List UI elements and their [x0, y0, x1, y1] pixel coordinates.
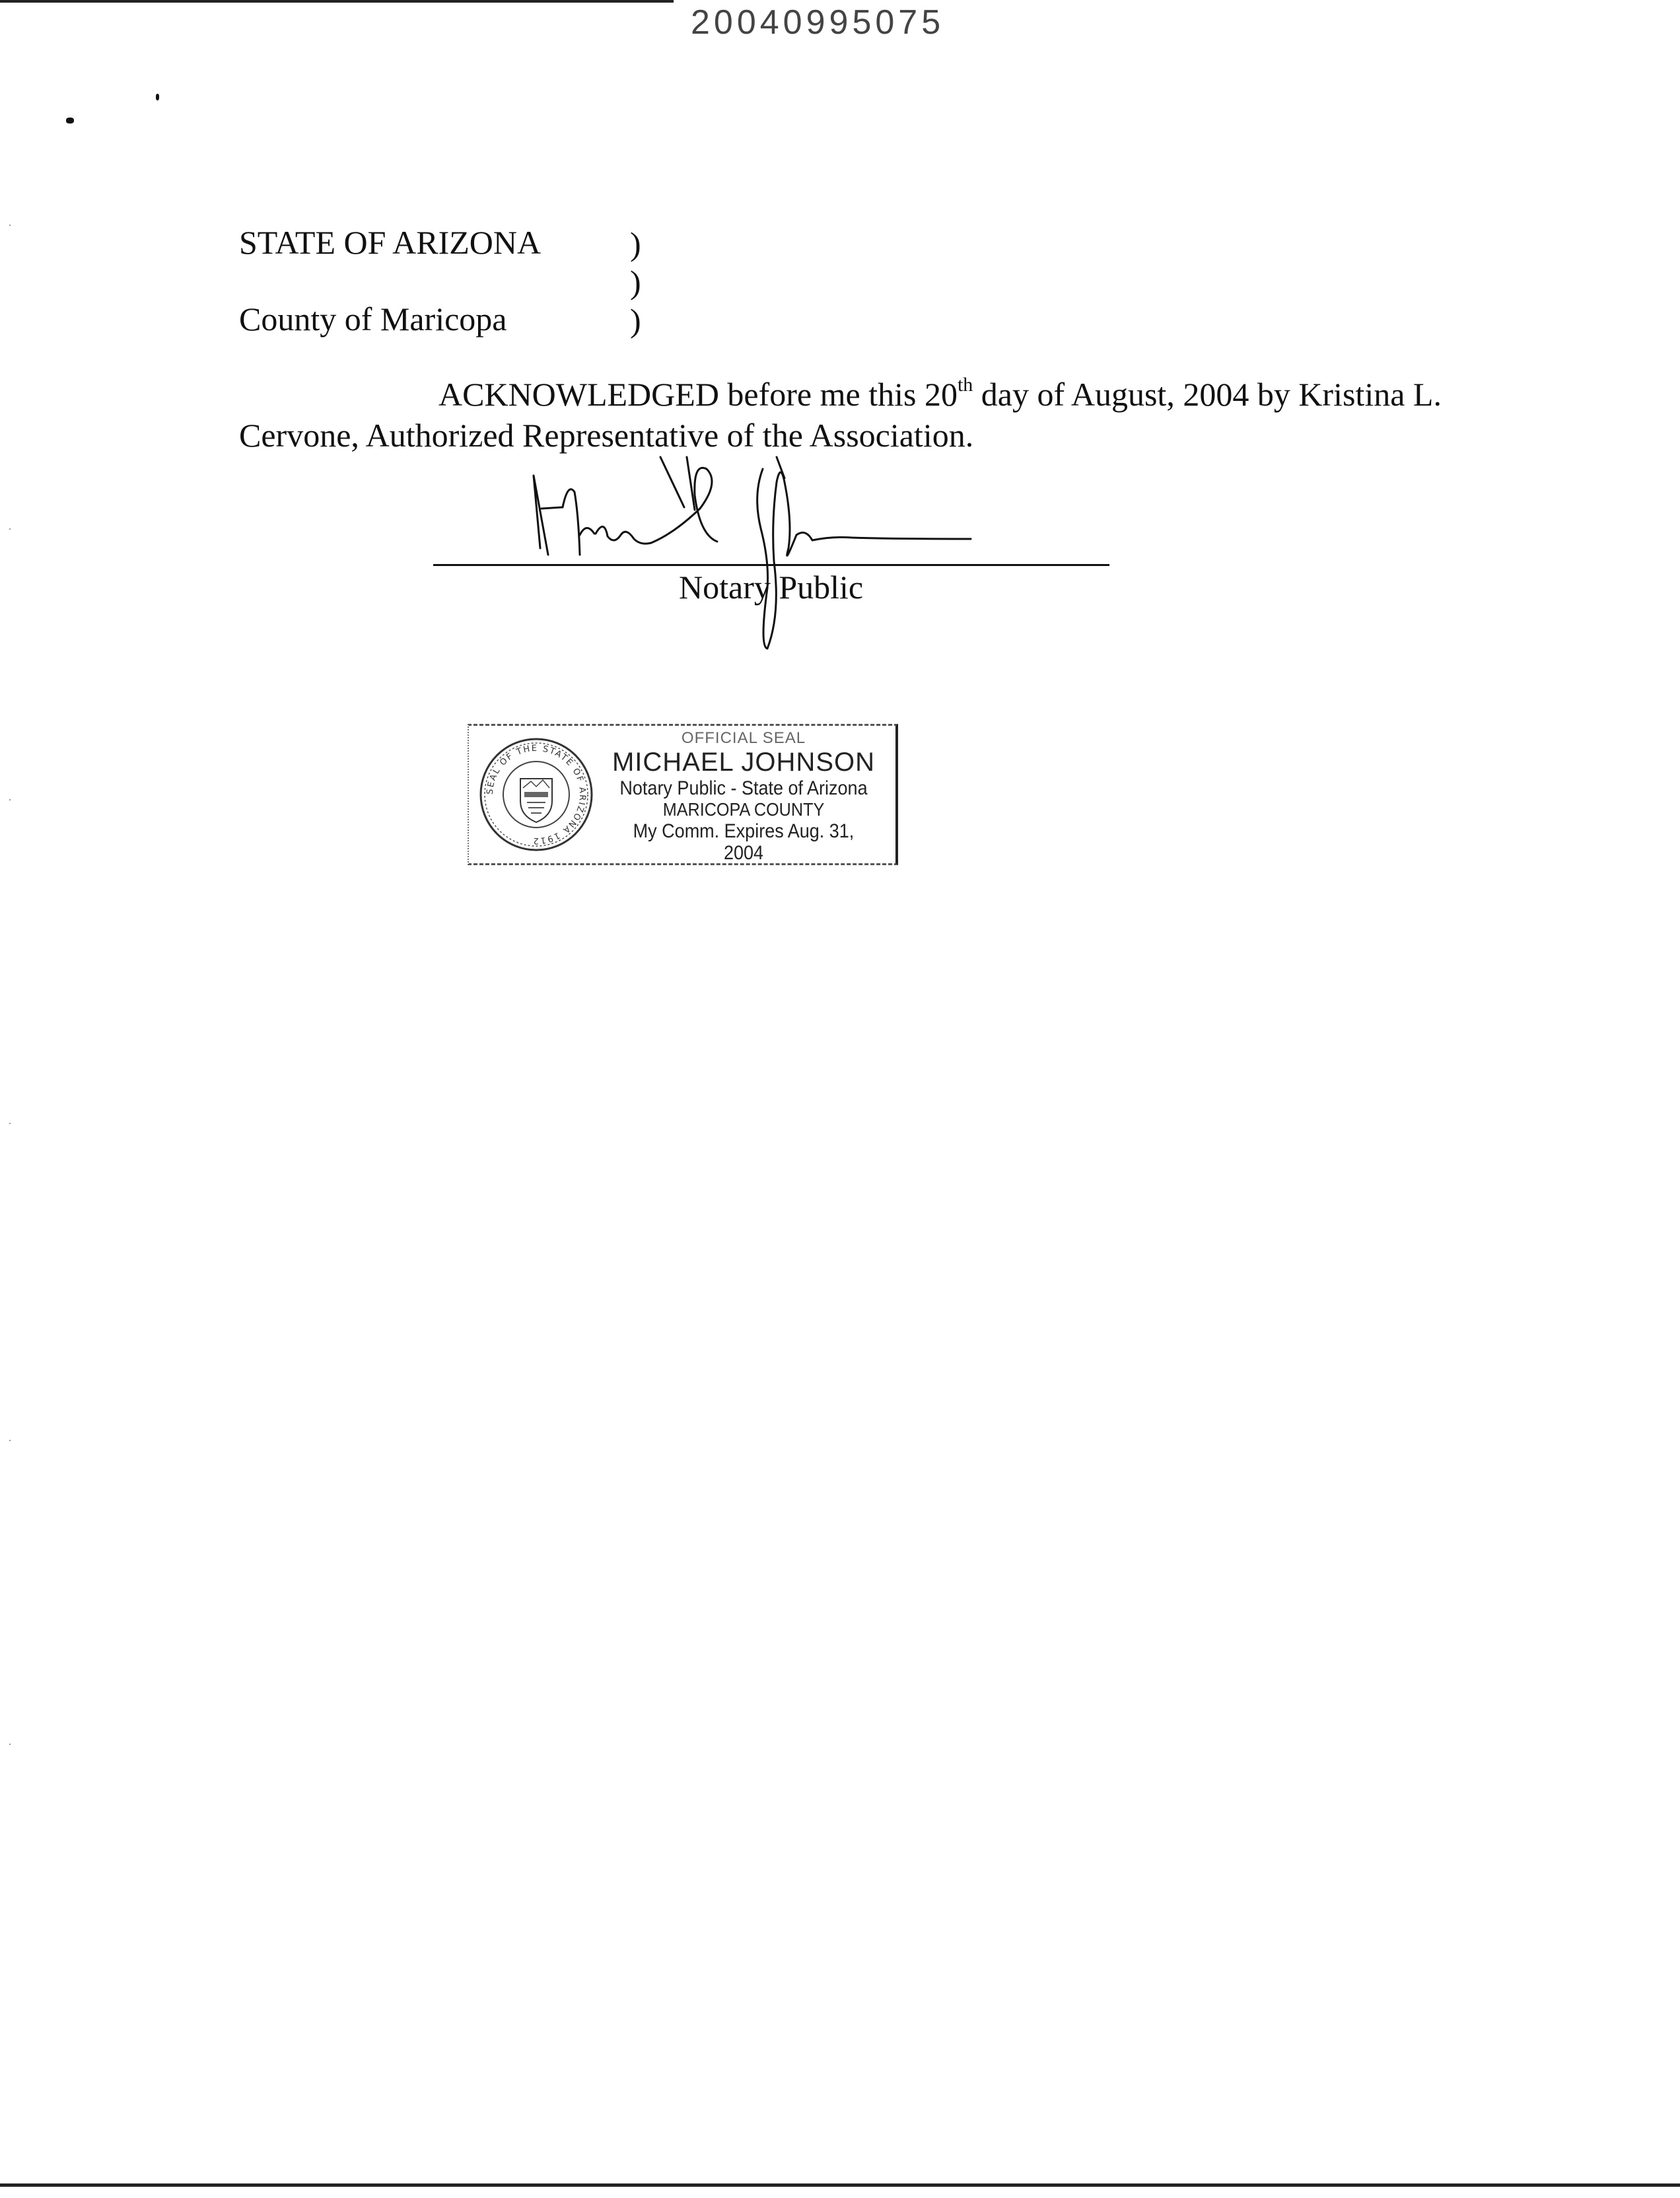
notary-name: MICHAEL JOHNSON [612, 747, 875, 777]
notary-county: MARICOPA COUNTY [662, 799, 825, 820]
commission-expiry: My Comm. Expires Aug. 31, 2004 [633, 820, 855, 865]
margin-mark [9, 799, 11, 800]
bottom-border-line [0, 2183, 1680, 2187]
notary-seal-stamp [468, 724, 898, 865]
venue-bracket: ) [630, 264, 641, 301]
venue-state: STATE OF ARIZONA [239, 224, 542, 261]
notary-role: Notary Public - State of Arizona [619, 777, 868, 799]
scan-speck [156, 94, 159, 100]
state-seal-emblem [478, 735, 594, 854]
acknowledgment-line-1-end: day of August, 2004 by Kristina L. [973, 376, 1442, 413]
margin-mark [9, 1744, 11, 1745]
notary-signature [522, 456, 984, 654]
margin-mark [9, 528, 11, 530]
margin-mark [9, 1440, 11, 1441]
signature-line [433, 564, 1109, 566]
seal-heading: OFFICIAL SEAL [681, 729, 806, 747]
margin-mark [9, 225, 11, 226]
acknowledgment-line-2: Cervone, Authorized Representative of the Association. [239, 417, 974, 454]
ordinal-suffix: th [957, 374, 973, 396]
venue-county: County of Maricopa [239, 301, 507, 337]
acknowledgment-line-1-start: ACKNOWLEDGED before me this 20 [438, 376, 958, 413]
margin-mark [9, 1123, 11, 1124]
seal-text-block [598, 730, 889, 865]
signature-label: Notary Public [679, 569, 864, 606]
acknowledgment-line-1 [438, 374, 1442, 413]
scan-speck [66, 118, 74, 124]
seal-emblem-text: SEAL OF THE STATE OF ARIZONA 1912 [485, 743, 588, 846]
venue-bracket: ) [630, 302, 641, 339]
document-number: 20040995075 [691, 3, 945, 42]
top-border-line [0, 0, 674, 3]
venue-bracket: ) [630, 225, 641, 262]
